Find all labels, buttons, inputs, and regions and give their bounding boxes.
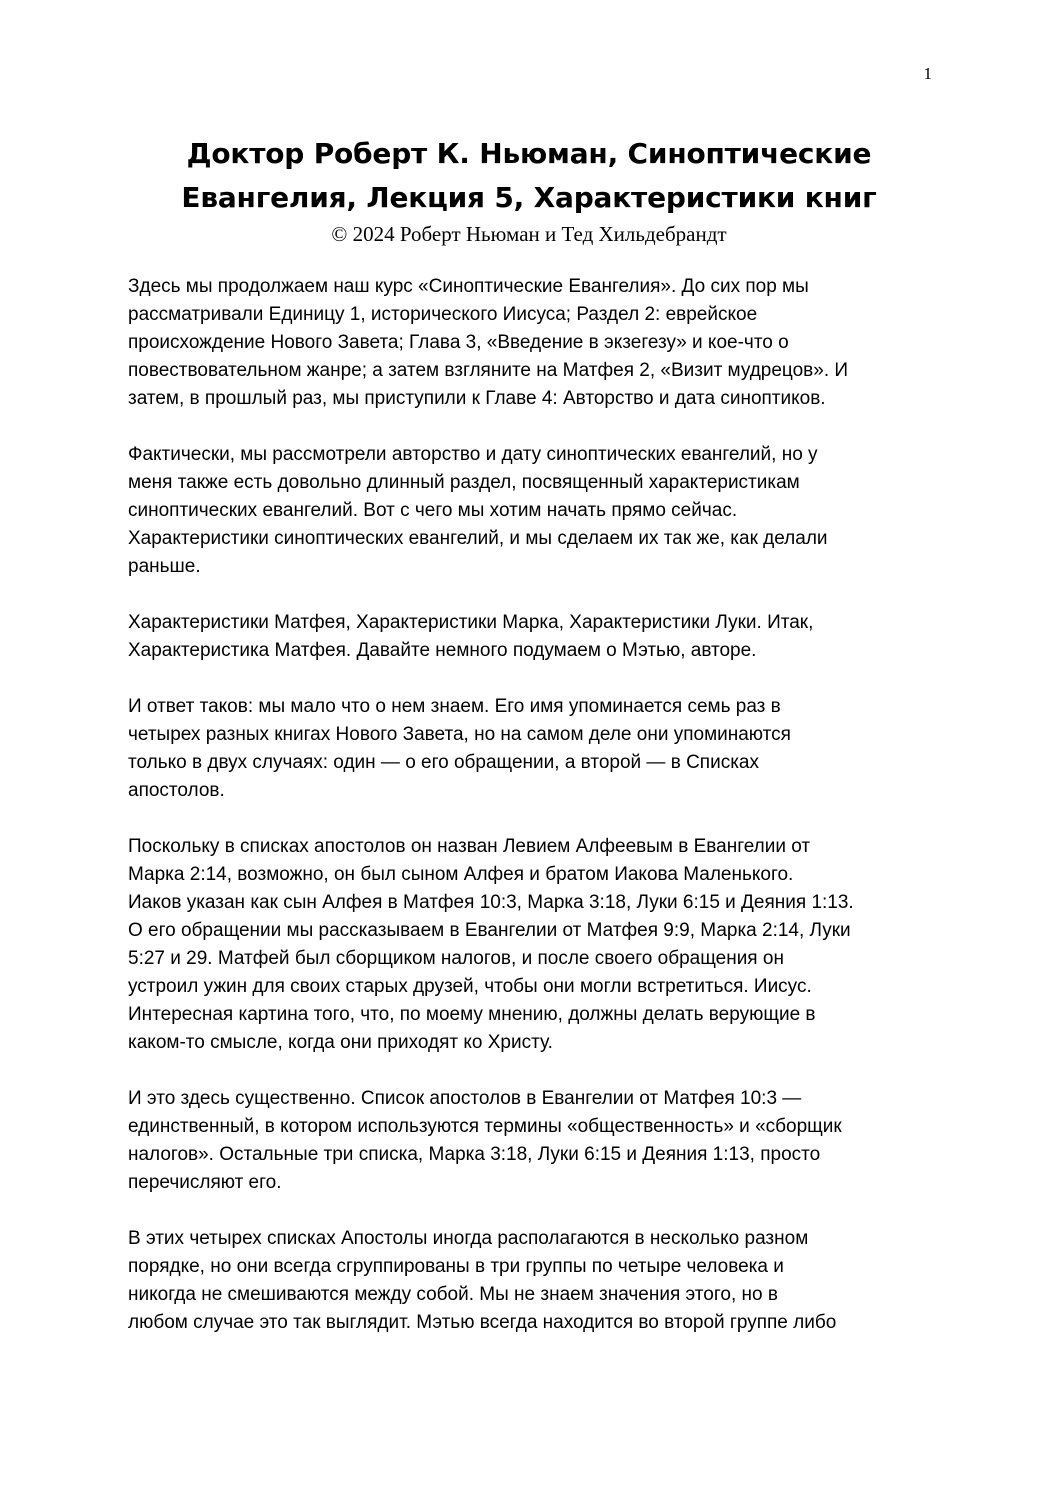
text-line: О его обращении мы рассказываем в Евангелии от Матфея 9:9, Марка 2:14, Луки (128, 920, 851, 941)
text-line: Марка 2:14, возможно, он был сыном Алфея и братом Иакова Маленького. (128, 864, 794, 885)
text-line: И это здесь существенно. Список апостолов в Евангелии от Матфея 10:3 — (128, 1088, 802, 1109)
text-line: рассматривали Единицу 1, исторического Иисуса; Раздел 2: еврейское (128, 304, 758, 325)
text-line: единственный, в котором используются термины «общественность» и «сборщик (128, 1116, 842, 1137)
text-line: И ответ таков: мы мало что о нем знаем. Его имя упоминается семь раз в (128, 696, 781, 717)
text-line: затем, в прошлый раз, мы приступили к Главе 4: Авторство и дата синоптиков. (128, 388, 826, 409)
text-line: любом случае это так выглядит. Мэтью всегда находится во второй группе либо (128, 1312, 837, 1333)
text-line: только в двух случаях: один — о его обращении, а второй — в Списках (128, 752, 759, 773)
body-text (128, 273, 948, 1365)
paragraph (128, 273, 948, 413)
text-line: апостолов. (128, 780, 225, 801)
text-line: происхождение Нового Завета; Глава 3, «Введение в экзегезу» и кое-что о (128, 332, 789, 353)
text-line: синоптических евангелий. Вот с чего мы хотим начать прямо сейчас. (128, 500, 738, 521)
text-line: В этих четырех списках Апостолы иногда располагаются в несколько разном (128, 1228, 809, 1249)
paragraph (128, 609, 948, 665)
text-line: 5:27 и 29. Матфей был сборщиком налогов, и после своего обращения он (128, 948, 784, 969)
page-number: 1 (923, 64, 932, 83)
text-line: раньше. (128, 556, 201, 577)
text-line: Интересная картина того, что, по моему мнению, должны делать верующие в (128, 1004, 816, 1025)
paragraph (128, 833, 948, 1057)
text-line: Фактически, мы рассмотрели авторство и дату синоптических евангелий, но у (128, 444, 818, 465)
text-line: Характеристика Матфея. Давайте немного подумаем о Мэтью, авторе. (128, 640, 757, 661)
text-line: Иаков указан как сын Алфея в Матфея 10:3, Марка 3:18, Луки 6:15 и Деяния 1:13. (128, 892, 854, 913)
copyright-line: © 2024 Роберт Ньюман и Тед Хильдебрандт (331, 222, 727, 246)
text-line: меня также есть довольно длинный раздел, посвященный характеристикам (128, 472, 800, 493)
text-line: порядке, но они всегда сгруппированы в три группы по четыре человека и (128, 1256, 784, 1277)
text-line: каком-то смысле, когда они приходят ко Христу. (128, 1032, 553, 1053)
title-line: Доктор Роберт К. Ньюман, Синоптические (186, 137, 872, 170)
text-line: Здесь мы продолжаем наш курс «Синоптические Евангелия». До сих пор мы (128, 276, 809, 297)
text-line: четырех разных книгах Нового Завета, но на самом деле они упоминаются (128, 724, 791, 745)
paragraph (128, 1225, 948, 1337)
title-line: Евангелия, Лекция 5, Характеристики книг (181, 181, 877, 214)
paragraph (128, 441, 948, 581)
text-line: устроил ужин для своих старых друзей, чтобы они могли встретиться. Иисус. (128, 976, 812, 997)
paragraph (128, 1085, 948, 1197)
text-line: никогда не смешиваются между собой. Мы не знаем значения этого, но в (128, 1284, 778, 1305)
text-line: Характеристики Матфея, Характеристики Марка, Характеристики Луки. Итак, (128, 612, 814, 633)
text-line: перечисляют его. (128, 1172, 282, 1193)
paragraph (128, 693, 948, 805)
text-line: налогов». Остальные три списка, Марка 3:18, Луки 6:15 и Деяния 1:13, просто (128, 1144, 821, 1165)
document-title (100, 132, 958, 220)
text-line: повествовательном жанре; а затем взгляните на Матфея 2, «Визит мудрецов». И (128, 360, 849, 381)
text-line: Поскольку в списках апостолов он назван Левием Алфеевым в Евангелии от (128, 836, 811, 857)
text-line: Характеристики синоптических евангелий, и мы сделаем их так же, как делали (128, 528, 828, 549)
